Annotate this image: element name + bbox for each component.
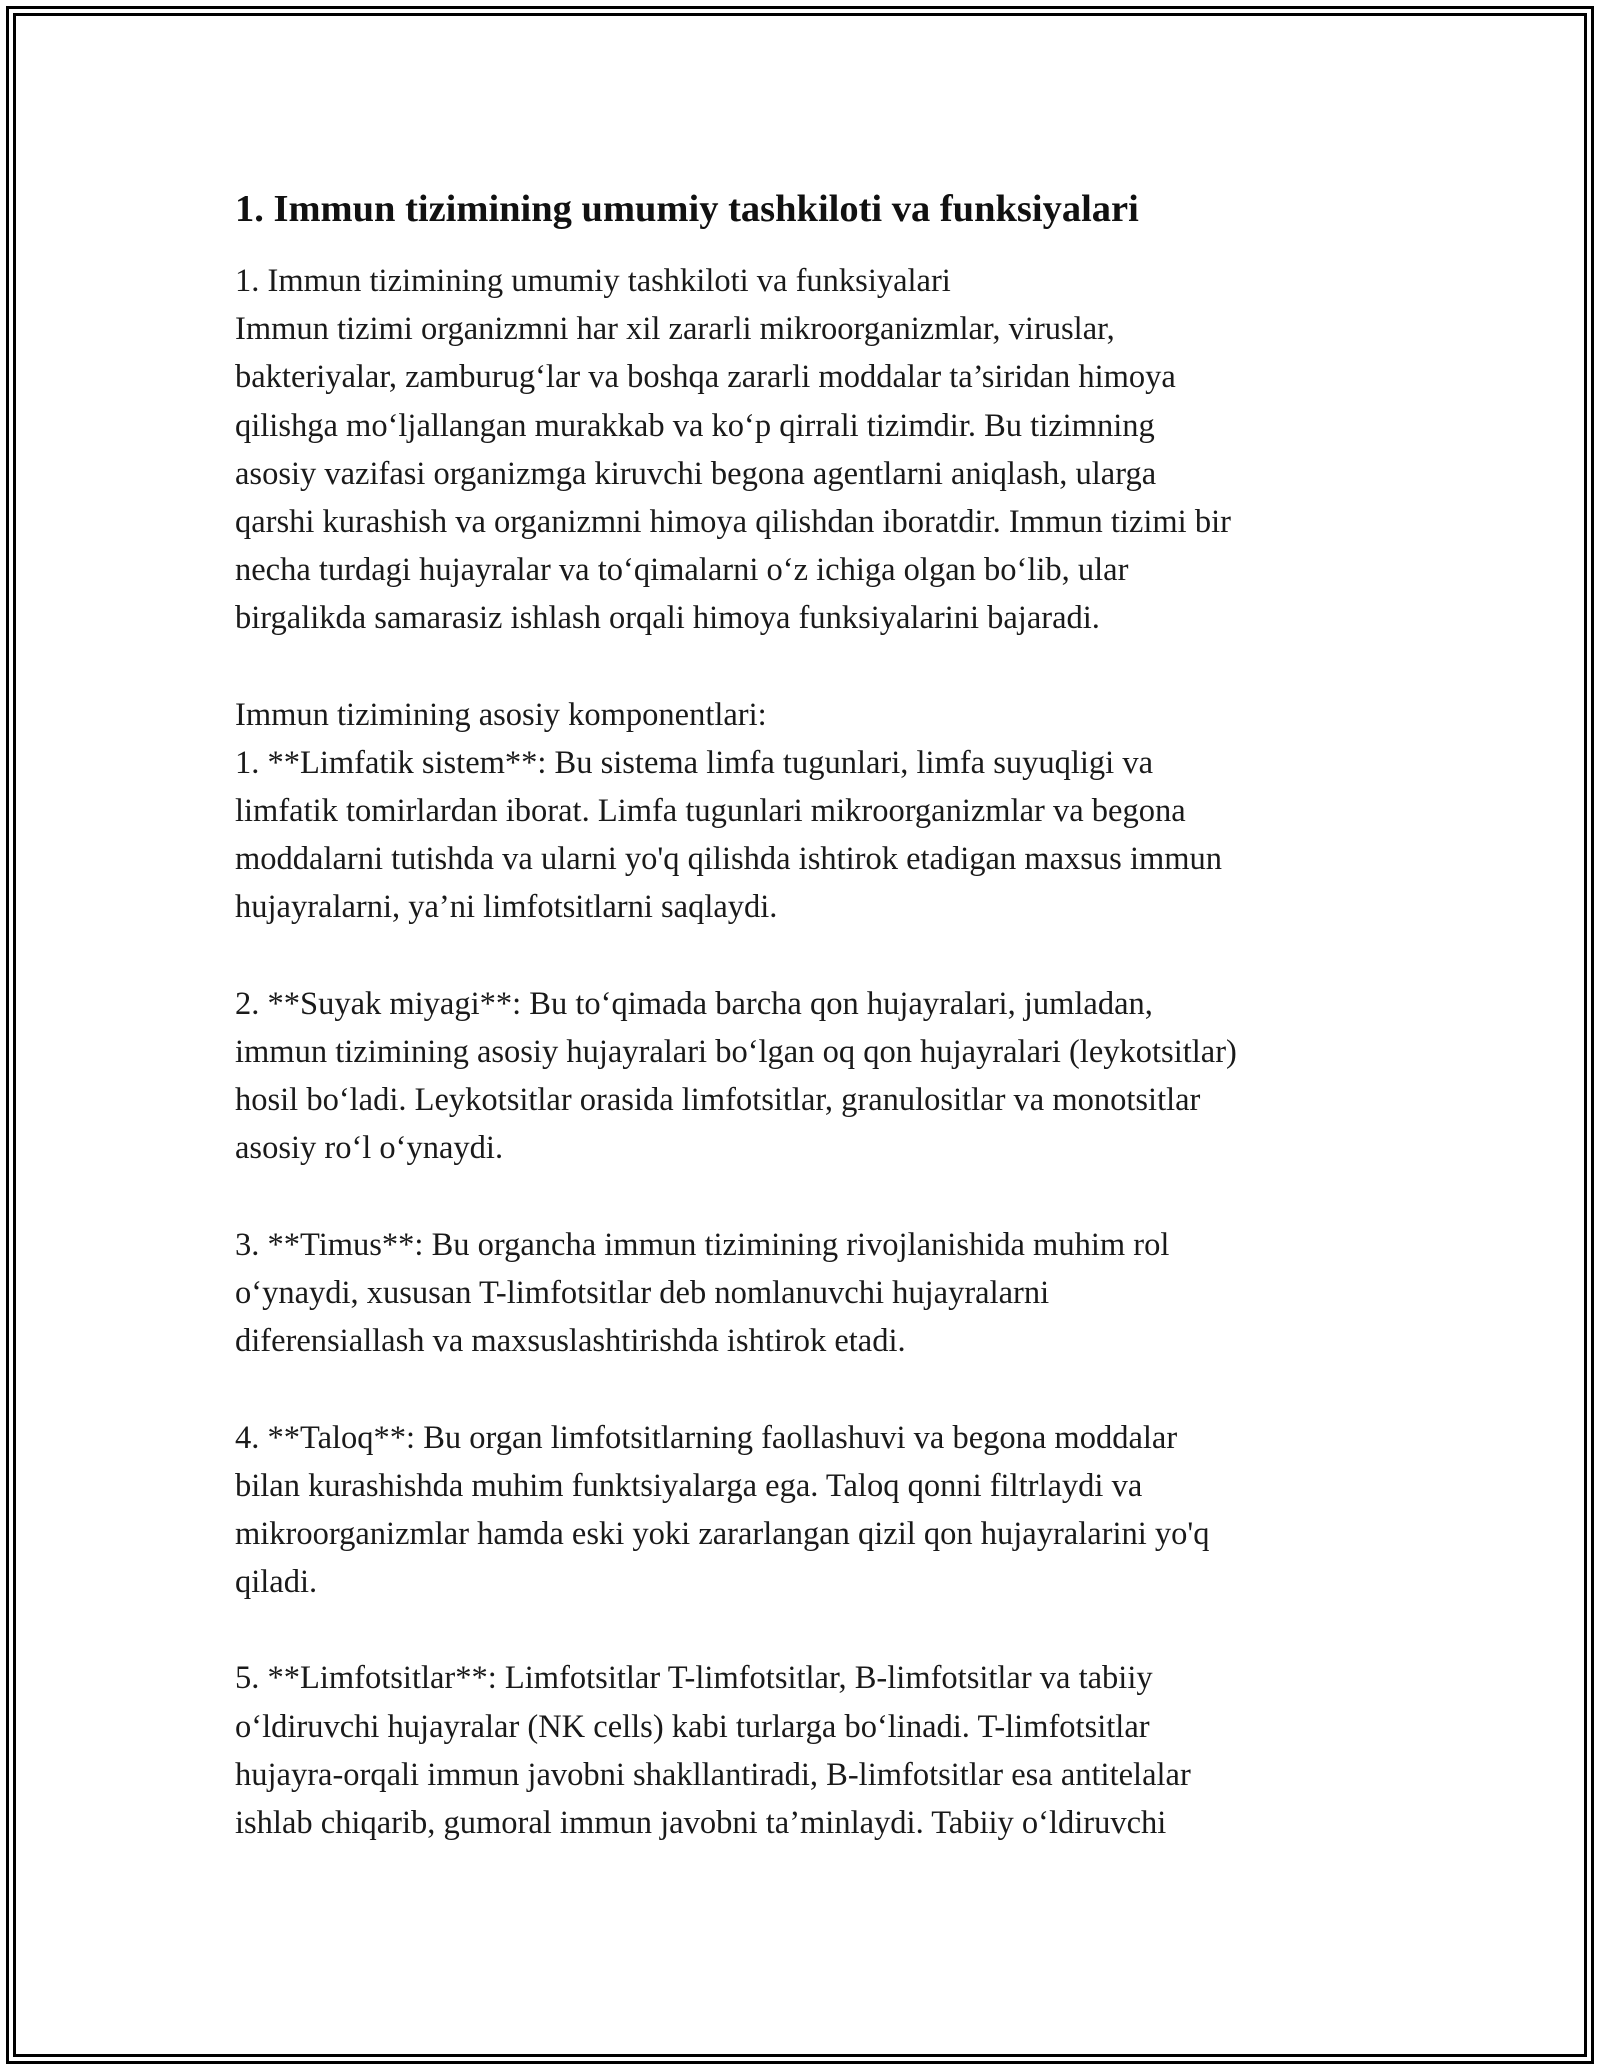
paragraph <box>235 1221 1370 1366</box>
document-body <box>235 257 1370 1847</box>
text-line: bakteriyalar, zamburug‘lar va boshqa zararli moddalar ta’siridan himoya <box>235 359 1176 396</box>
paragraph <box>235 1414 1370 1607</box>
paragraph-spacer <box>235 1365 1370 1413</box>
text-line: birgalikda samarasiz ishlash orqali himoya funksiyalarini bajaradi. <box>235 600 1100 637</box>
paragraph <box>235 691 1370 932</box>
text-line: qarshi kurashish va organizmni himoya qilishdan iboratdir. Immun tizimi bir <box>235 503 1231 540</box>
text-line: qilishga mo‘ljallangan murakkab va ko‘p qirrali tizimdir. Bu tizimning <box>235 407 1155 444</box>
text-line: Immun tizimining asosiy komponentlari: <box>235 696 767 733</box>
text-line: 4. **Taloq**: Bu organ limfotsitlarning faollashuvi va begona moddalar <box>235 1419 1178 1456</box>
text-line: 2. **Suyak miyagi**: Bu to‘qimada barcha qon hujayralari, jumladan, <box>235 985 1153 1022</box>
paragraph-spacer <box>235 1173 1370 1221</box>
text-line: asosiy vazifasi organizmga kiruvchi begona agentlarni aniqlash, ularga <box>235 455 1157 492</box>
text-line: ishlab chiqarib, gumoral immun javobni ta’minlaydi. Tabiiy o‘ldiruvchi <box>235 1805 1167 1841</box>
paragraph-spacer <box>235 643 1370 691</box>
paragraph <box>235 1654 1370 1847</box>
text-line: o‘ynaydi, xususan T-limfotsitlar deb nomlanuvchi hujayralarni <box>235 1274 1050 1311</box>
text-line: qiladi. <box>235 1564 318 1601</box>
text-line: o‘ldiruvchi hujayralar (NK cells) kabi turlarga bo‘linadi. T-limfotsitlar <box>235 1708 1150 1745</box>
text-line: 1. Immun tizimining umumiy tashkiloti va funksiyalari <box>235 263 951 299</box>
paragraph <box>235 257 1370 643</box>
document-heading: 1. Immun tizimining umumiy tashkiloti va funksiyalari <box>235 188 1139 230</box>
text-line: 3. **Timus**: Bu organcha immun tizimining rivojlanishida muhim rol <box>235 1226 1170 1263</box>
text-line: limfatik tomirlardan iborat. Limfa tugunlari mikroorganizmlar va begona <box>235 793 1186 830</box>
text-line: Immun tizimi organizmni har xil zararli mikroorganizmlar, viruslar, <box>235 311 1115 348</box>
text-line: hujayralarni, ya’ni limfotsitlarni saqlaydi. <box>235 889 778 926</box>
text-line: bilan kurashishda muhim funktsiyalarga ega. Taloq qonni filtrlaydi va <box>235 1467 1143 1504</box>
text-line: mikroorganizmlar hamda eski yoki zararlangan qizil qon hujayralarini yo'q <box>235 1515 1210 1552</box>
text-line: necha turdagi hujayralar va to‘qimalarni o‘z ichiga olgan bo‘lib, ular <box>235 552 1129 589</box>
text-line: diferensiallash va maxsuslashtirishda ishtirok etadi. <box>235 1323 906 1360</box>
text-line: immun tizimining asosiy hujayralari bo‘lgan oq qon hujayralari (leykotsitlar) <box>235 1034 1237 1070</box>
text-line: moddalarni tutishda va ularni yo'q qilishda ishtirok etadigan maxsus immun <box>235 841 1223 878</box>
text-line: asosiy ro‘l o‘ynaydi. <box>235 1130 504 1167</box>
paragraph <box>235 980 1370 1173</box>
text-line: 5. **Limfotsitlar**: Limfotsitlar T-limfotsitlar, B-limfotsitlar va tabiiy <box>235 1660 1153 1697</box>
document-content <box>235 185 1370 1847</box>
text-line: hosil bo‘ladi. Leykotsitlar orasida limfotsitlar, granulositlar va monotsitlar <box>235 1082 1201 1119</box>
text-line: hujayra-orqali immun javobni shakllantiradi, B-limfotsitlar esa antitelalar <box>235 1756 1191 1793</box>
paragraph-spacer <box>235 932 1370 980</box>
text-line: 1. **Limfatik sistem**: Bu sistema limfa tugunlari, limfa suyuqligi va <box>235 744 1154 781</box>
paragraph-spacer <box>235 1606 1370 1654</box>
